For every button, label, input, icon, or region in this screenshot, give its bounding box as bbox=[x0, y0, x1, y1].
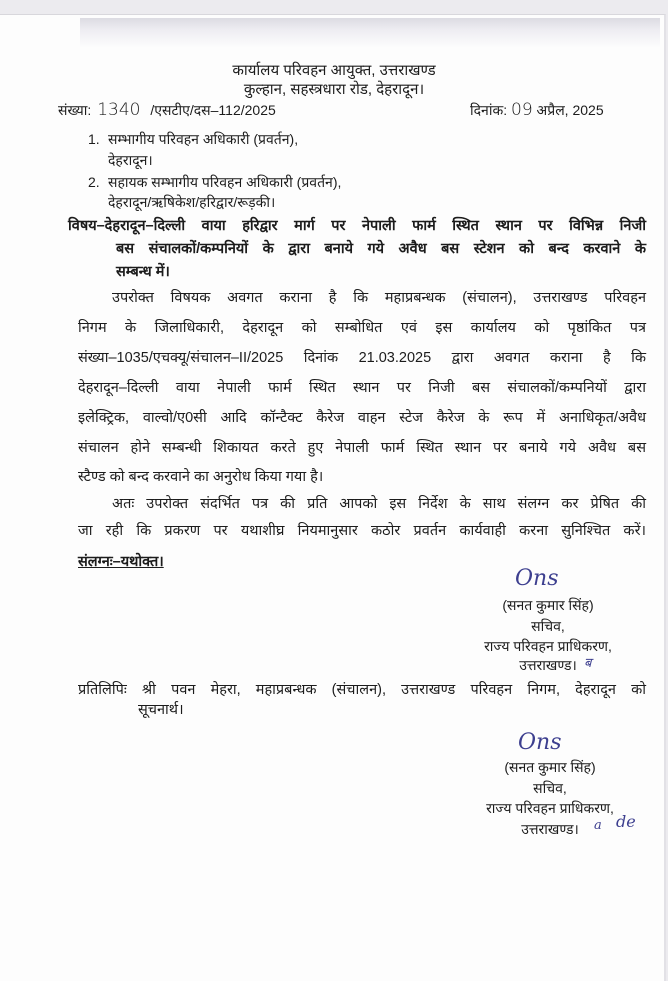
enclosure-note: संलग्नः–यथोक्त। bbox=[78, 554, 164, 570]
reference-label: संख्या: bbox=[58, 102, 92, 118]
body-line: इलेक्ट्रिक, वाल्वो/ए0सी आदि कॉन्टैक्ट कैरेज वाहन स्टेज कैरेज के रूप में अनाधिकृत/अवैध bbox=[78, 410, 646, 426]
signatory-2-office: राज्य परिवहन प्राधिकरण, bbox=[486, 800, 614, 816]
addressee-2: 2. सहायक सम्भागीय परिवहन अधिकारी (प्रवर्तन), bbox=[88, 174, 342, 190]
body-line: अतः उपरोक्त संदर्भित पत्र की प्रति आपको इस निर्देश के साथ संलग्न कर प्रेषित की bbox=[112, 496, 646, 512]
reference-handwritten-number: 1340 bbox=[97, 100, 141, 120]
subject-line-3: सम्बन्ध में। bbox=[116, 264, 170, 280]
signature-2: Ons bbox=[518, 730, 562, 755]
body-line: निगम के जिलाधिकारी, देहरादून को सम्बोधित एवं इस कार्यालय को पृष्ठांकित पत्र bbox=[78, 320, 646, 336]
signatory-1-office: राज्य परिवहन प्राधिकरण, bbox=[484, 638, 612, 654]
initial-mark-3: de bbox=[616, 812, 636, 831]
body-line: स्टैण्ड को बन्द करवाने का अनुरोध किया गया है। bbox=[78, 469, 324, 485]
office-address: कुल्हान, सहस्त्रधारा रोड, देहरादून। bbox=[243, 81, 425, 98]
signature-1: Ons bbox=[515, 566, 559, 591]
reference-suffix: /एसटीए/दस–112/2025 bbox=[150, 102, 276, 118]
date-label: दिनांक: bbox=[470, 102, 508, 118]
subject-line-2: बस संचालकों/कम्पनियों के द्वारा बनाये गये अवैध बस स्टेशन को बन्द करवाने के bbox=[116, 241, 646, 257]
signatory-2-designation: सचिव, bbox=[533, 780, 567, 796]
signatory-1-name: (सनत कुमार सिंह) bbox=[502, 597, 594, 613]
signatory-2-name: (सनत कुमार सिंह) bbox=[504, 759, 596, 775]
addressee-1: 1. सम्भागीय परिवहन अधिकारी (प्रवर्तन), bbox=[88, 131, 299, 147]
signatory-1-designation: सचिव, bbox=[531, 618, 565, 634]
body-line: जा रही कि प्रकरण पर यथाशीघ्र नियमानुसार कठोर प्रवर्तन कार्यवाही करना सुनिश्चित करें। bbox=[78, 523, 646, 539]
letter-date bbox=[470, 100, 604, 120]
addressee-1-location: देहरादून। bbox=[108, 152, 153, 168]
office-title: कार्यालय परिवहन आयुक्त, उत्तराखण्ड bbox=[232, 62, 436, 79]
copy-to-line-1: प्रतिलिपिः श्री पवन मेहरा, महाप्रबन्धक (संचालन), उत्तराखण्ड परिवहन निगम, देहरादून को bbox=[78, 682, 646, 698]
body-line: उपरोक्त विषयक अवगत कराना है कि महाप्रबन्धक (संचालन), उत्तराखण्ड परिवहन bbox=[112, 290, 646, 306]
reference-number bbox=[58, 100, 276, 120]
addressee-2-location: देहरादून/ऋषिकेश/हरिद्वार/रूड़की। bbox=[108, 194, 276, 210]
signatory-2-state: उत्तराखण्ड। bbox=[521, 821, 579, 837]
initial-mark-2: a bbox=[594, 818, 602, 833]
date-rest: अप्रैल, 2025 bbox=[536, 102, 604, 118]
initial-mark-1: ब bbox=[584, 656, 592, 671]
date-handwritten-day: 09 bbox=[511, 100, 533, 120]
body-line: देहरादून–दिल्ली वाया नेपाली फार्म स्थित स्थान पर निजी बस संचालकों/कम्पनियों द्वारा bbox=[78, 380, 646, 396]
body-line: संख्या–1035/एचक्यू/संचालन–II/2025 दिनांक 21.03.2025 द्वारा अवगत कराना है कि bbox=[78, 350, 646, 366]
subject-line-1: विषय–देहरादून–दिल्ली वाया हरिद्वार मार्ग पर नेपाली फार्म स्थित स्थान पर विभिन्न निजी bbox=[68, 218, 646, 234]
copy-to-line-2: सूचनार्थ। bbox=[138, 702, 184, 718]
body-line: संचालन होने सम्बन्धी शिकायत करते हुए नेपाली फार्म स्थित स्थान पर बनाये गये अवैध बस bbox=[78, 440, 646, 456]
scan-shadow bbox=[80, 18, 660, 48]
signatory-1-state: उत्तराखण्ड। bbox=[519, 657, 577, 673]
